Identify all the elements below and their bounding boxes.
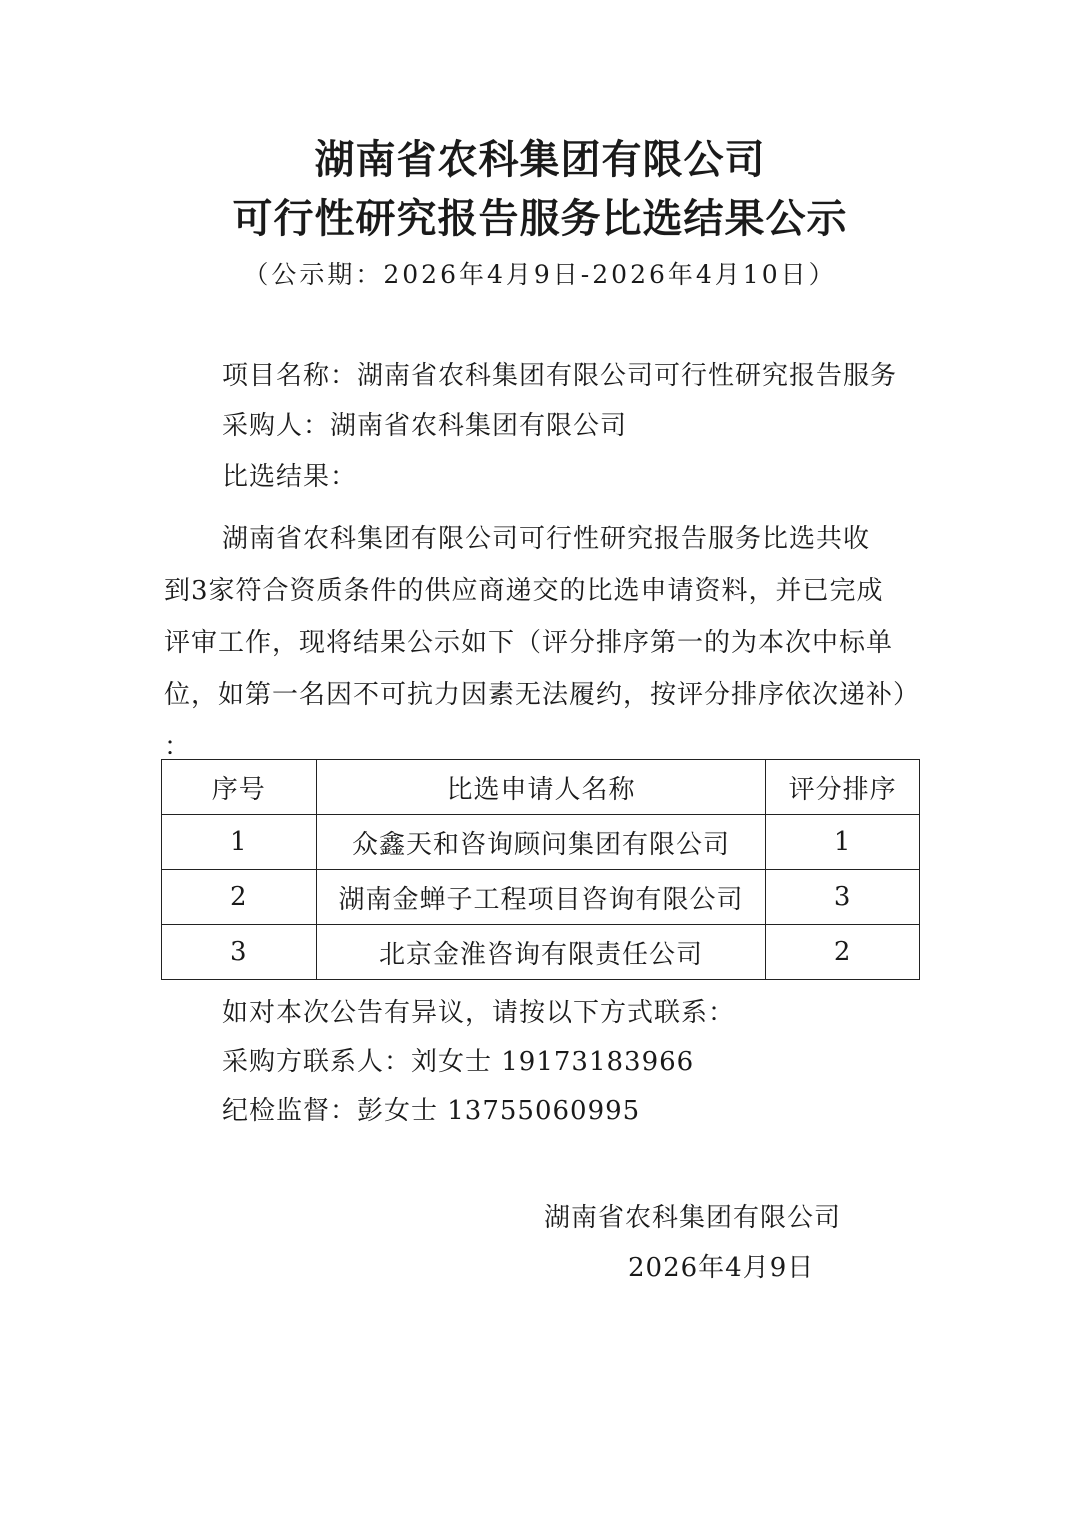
paragraph-line: ： bbox=[164, 732, 192, 762]
cell-seq: 2 bbox=[162, 870, 317, 925]
buyer: 采购人：湖南省农科集团有限公司 bbox=[222, 411, 628, 441]
cell-rank: 3 bbox=[766, 870, 920, 925]
signature-date: 2026年4月9日 bbox=[628, 1253, 815, 1283]
objection-intro: 如对本次公告有异议，请按以下方式联系： bbox=[222, 998, 736, 1028]
paragraph-line: 湖南省农科集团有限公司可行性研究报告服务比选共收 bbox=[222, 524, 871, 554]
document-title-line2: 可行性研究报告服务比选结果公示 bbox=[232, 196, 848, 242]
result-heading: 比选结果： bbox=[222, 462, 358, 492]
document-title-line1: 湖南省农科集团有限公司 bbox=[314, 137, 766, 183]
header-applicant: 比选申请人名称 bbox=[316, 760, 766, 815]
cell-seq: 3 bbox=[162, 925, 317, 980]
table-header-row bbox=[162, 760, 920, 815]
cell-rank: 2 bbox=[766, 925, 920, 980]
results-table bbox=[161, 759, 920, 980]
table-row bbox=[162, 925, 920, 980]
result-paragraph bbox=[164, 513, 924, 773]
cell-seq: 1 bbox=[162, 815, 317, 870]
paragraph-line: 评审工作，现将结果公示如下（评分排序第一的为本次中标单 bbox=[164, 628, 894, 658]
cell-applicant: 北京金淮咨询有限责任公司 bbox=[316, 925, 766, 980]
paragraph-line: 到3家符合资质条件的供应商递交的比选申请资料，并已完成 bbox=[164, 576, 884, 606]
table-row bbox=[162, 815, 920, 870]
project-name: 项目名称：湖南省农科集团有限公司可行性研究报告服务 bbox=[222, 361, 898, 391]
signature-org: 湖南省农科集团有限公司 bbox=[544, 1203, 842, 1233]
cell-applicant: 众鑫天和咨询顾问集团有限公司 bbox=[316, 815, 766, 870]
supervision-contact: 纪检监督：彭女士 13755060995 bbox=[222, 1096, 641, 1126]
publicity-period: （公示期：2026年4月9日-2026年4月10日） bbox=[243, 260, 837, 289]
header-seq: 序号 bbox=[162, 760, 317, 815]
cell-rank: 1 bbox=[766, 815, 920, 870]
cell-applicant: 湖南金蝉子工程项目咨询有限公司 bbox=[316, 870, 766, 925]
header-rank: 评分排序 bbox=[766, 760, 920, 815]
buyer-contact: 采购方联系人：刘女士 19173183966 bbox=[222, 1047, 695, 1077]
paragraph-line: 位，如第一名因不可抗力因素无法履约，按评分排序依次递补） bbox=[164, 680, 921, 710]
table-row bbox=[162, 870, 920, 925]
